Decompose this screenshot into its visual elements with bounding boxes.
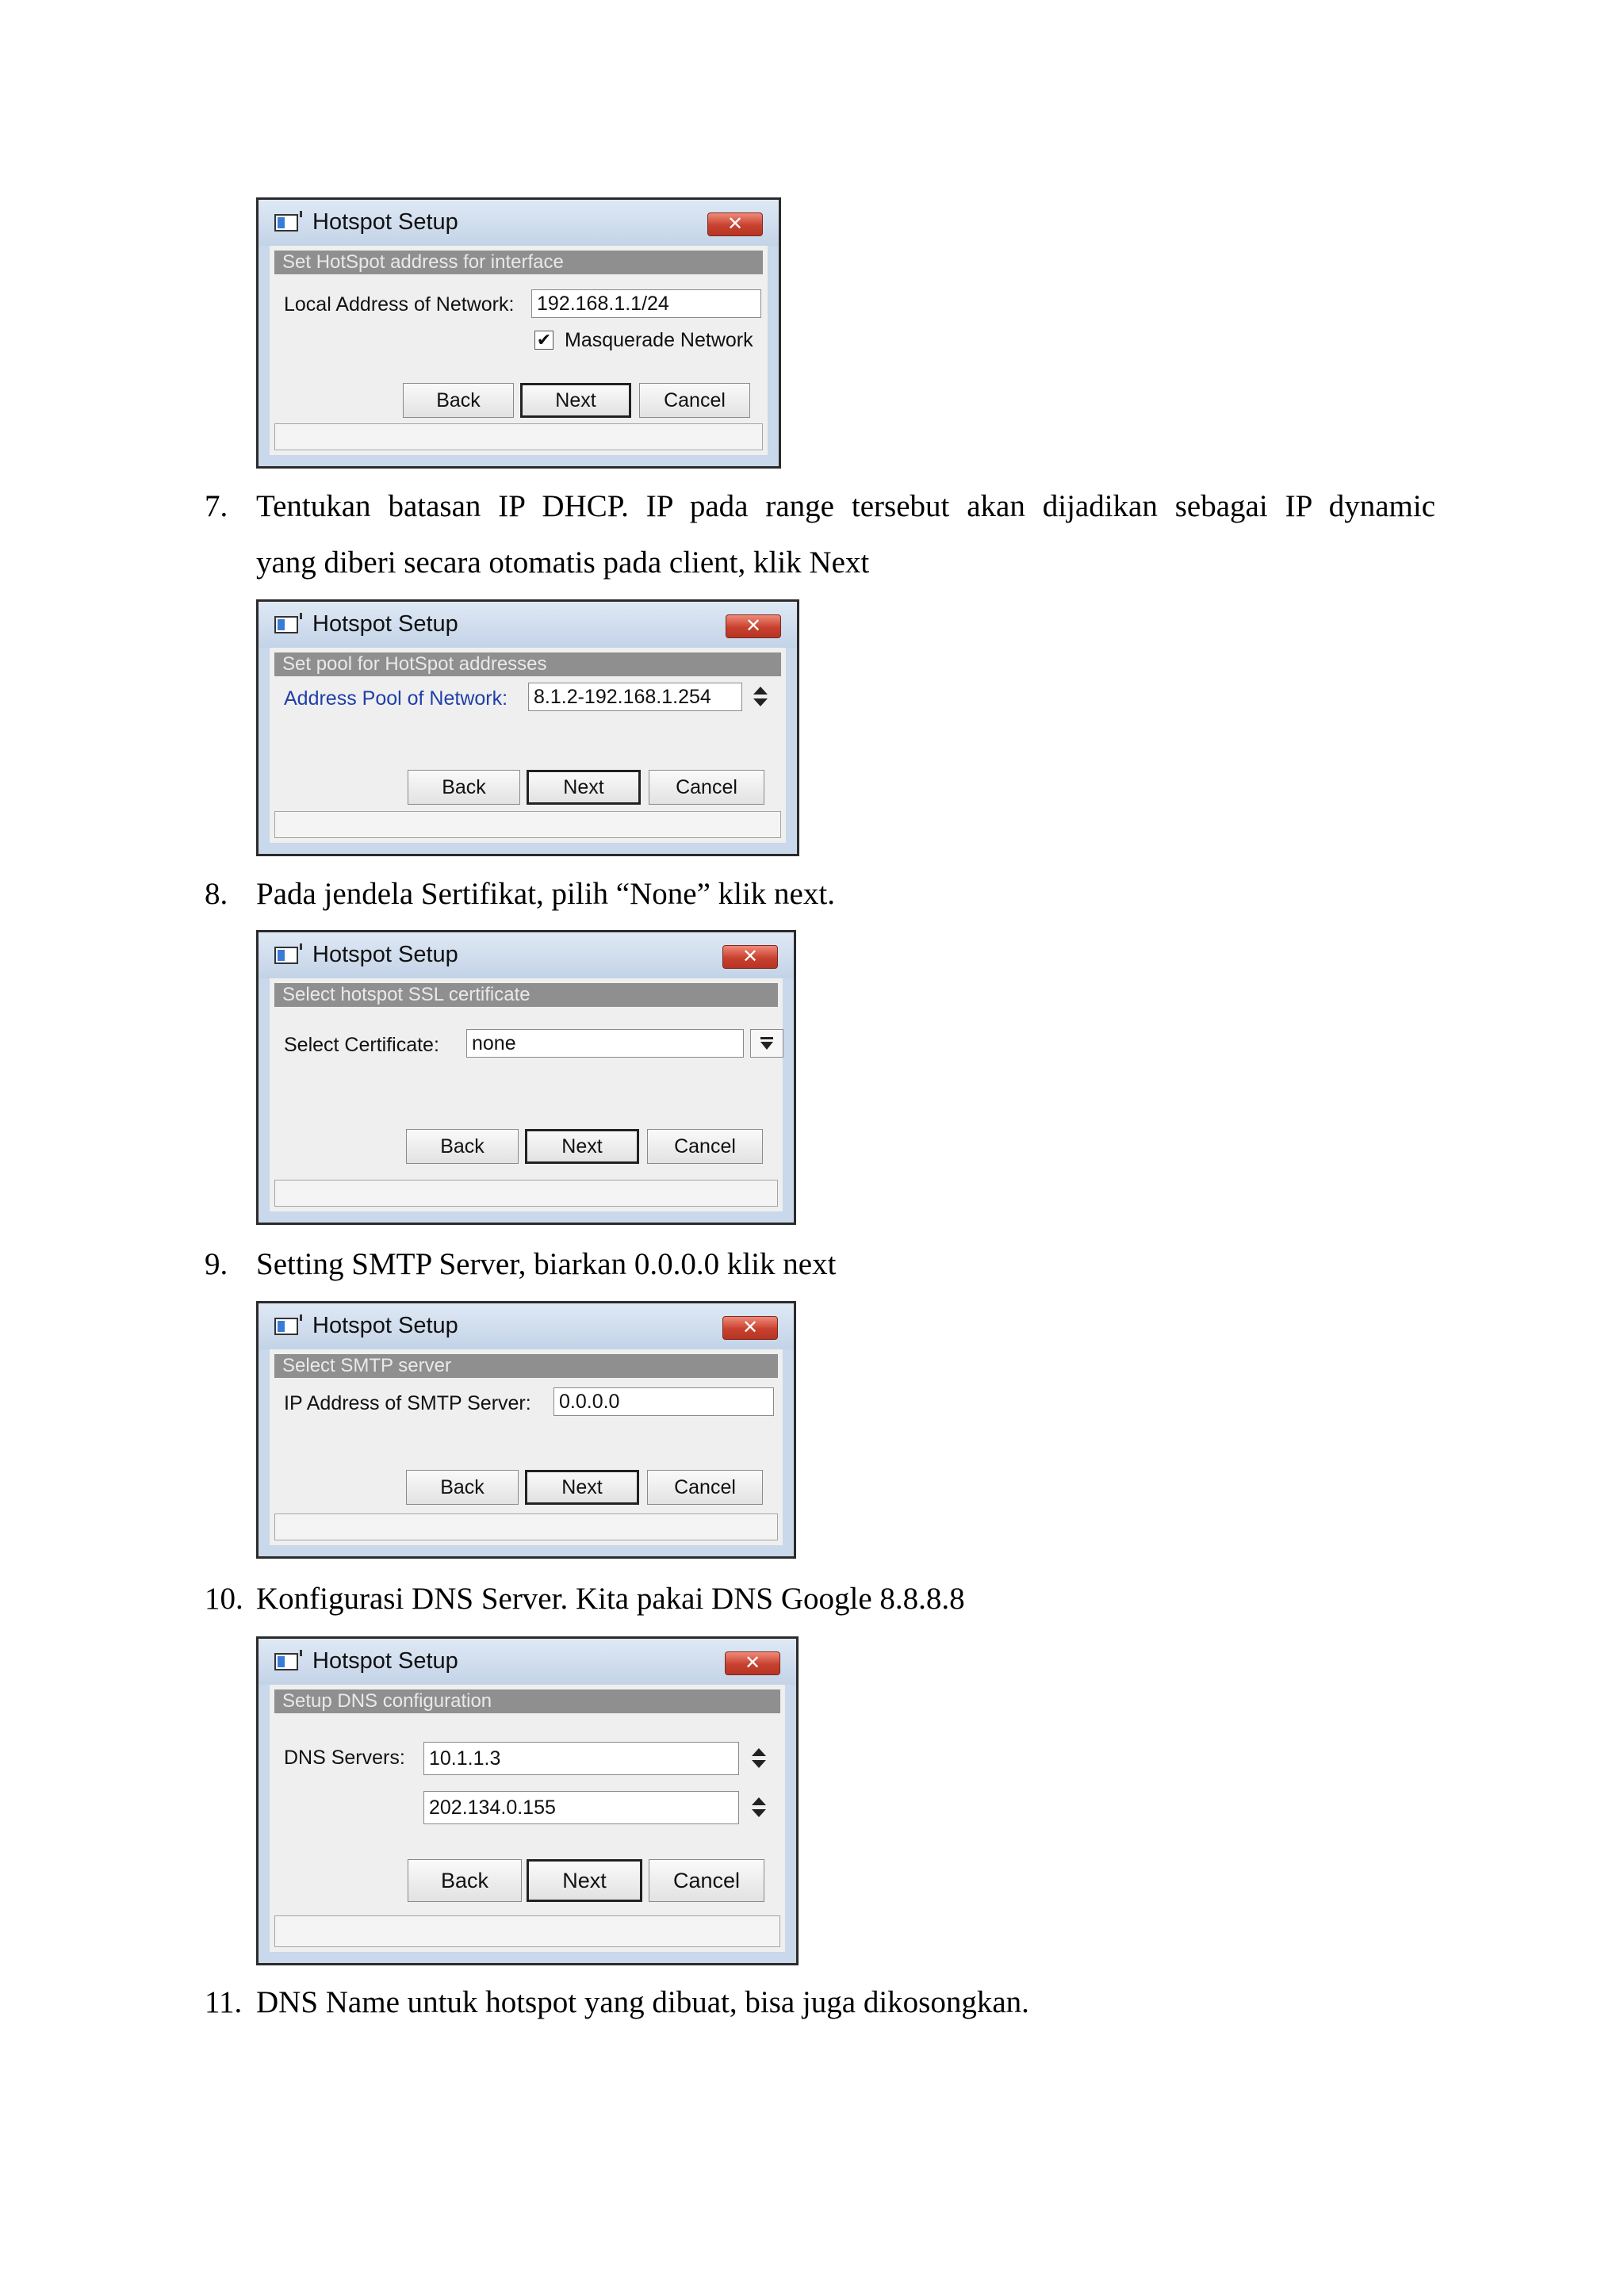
dns-server-1-input[interactable]: 10.1.1.3 [423, 1742, 739, 1775]
window-title: Hotspot Setup [312, 1313, 458, 1338]
hotspot-setup-dialog-smtp [256, 1301, 796, 1559]
step-10-text: Konfigurasi DNS Server. Kita pakai DNS Google 8.8.8.8 [256, 1582, 965, 1616]
step-7-number: 7. [205, 489, 228, 523]
step-9-number: 9. [205, 1247, 228, 1281]
hotspot-setup-dialog-dns [256, 1636, 799, 1965]
dns-servers-label: DNS Servers: [284, 1747, 405, 1769]
next-button[interactable]: Next [527, 770, 641, 805]
dns-server-2-spinner-icon[interactable] [749, 1793, 769, 1822]
window-title: Hotspot Setup [312, 942, 458, 967]
close-button[interactable]: ✕ [726, 614, 781, 638]
hotspot-setup-dialog-certificate [256, 930, 796, 1225]
back-button[interactable]: Back [408, 1859, 522, 1902]
title-bar [259, 200, 779, 246]
section-banner: Set HotSpot address for interface [274, 251, 763, 274]
window-app-icon [274, 1318, 298, 1335]
close-button[interactable]: ✕ [707, 212, 763, 236]
status-bar [274, 423, 763, 450]
cancel-button[interactable]: Cancel [649, 770, 764, 805]
dialog-body [270, 246, 768, 455]
select-certificate-dropdown[interactable]: none [466, 1029, 744, 1058]
step-11-number: 11. [205, 1985, 243, 2019]
window-app-icon [274, 214, 298, 232]
dropdown-arrow-icon[interactable] [750, 1029, 783, 1058]
local-address-label: Local Address of Network: [284, 293, 515, 316]
window-app-icon [274, 1653, 298, 1670]
dns-server-2-input[interactable]: 202.134.0.155 [423, 1791, 739, 1824]
hotspot-setup-dialog-pool [256, 599, 799, 856]
title-bar [259, 1639, 796, 1685]
step-7-text-line-1: Tentukan batasan IP DHCP. IP pada range tersebut akan dijadikan sebagai IP dynamic [256, 489, 1435, 523]
step-7-text-line-2: yang diberi secara otomatis pada client, klik Next [256, 545, 870, 580]
masquerade-checkbox[interactable]: ✔ [534, 331, 553, 350]
address-pool-label: Address Pool of Network: [284, 687, 508, 710]
status-bar [274, 811, 781, 838]
cancel-button[interactable]: Cancel [639, 383, 750, 418]
back-button[interactable]: Back [403, 383, 514, 418]
address-pool-spinner-icon[interactable] [750, 683, 771, 711]
title-bar [259, 1303, 794, 1349]
cancel-button[interactable]: Cancel [647, 1470, 763, 1505]
address-pool-input[interactable]: 8.1.2-192.168.1.254 [528, 683, 742, 711]
window-title: Hotspot Setup [312, 209, 458, 235]
next-button[interactable]: Next [520, 383, 631, 418]
next-button[interactable]: Next [525, 1129, 639, 1164]
close-button[interactable]: ✕ [725, 1651, 780, 1675]
local-address-input[interactable]: 192.168.1.1/24 [531, 289, 761, 318]
section-banner: Select SMTP server [274, 1354, 778, 1378]
status-bar [274, 1513, 778, 1540]
window-app-icon [274, 616, 298, 633]
next-button[interactable]: Next [527, 1859, 642, 1902]
smtp-server-input[interactable]: 0.0.0.0 [553, 1387, 774, 1416]
dialog-body [270, 648, 786, 843]
title-bar [259, 602, 797, 648]
status-bar [274, 1915, 780, 1947]
window-title: Hotspot Setup [312, 1648, 458, 1674]
title-bar [259, 932, 794, 978]
back-button[interactable]: Back [406, 1470, 519, 1505]
close-button[interactable]: ✕ [722, 945, 778, 969]
back-button[interactable]: Back [408, 770, 520, 805]
back-button[interactable]: Back [406, 1129, 519, 1164]
dns-server-1-spinner-icon[interactable] [749, 1744, 769, 1773]
hotspot-setup-dialog-interface [256, 197, 781, 469]
step-11-text: DNS Name untuk hotspot yang dibuat, bisa juga dikosongkan. [256, 1985, 1029, 2019]
step-9-text: Setting SMTP Server, biarkan 0.0.0.0 klik next [256, 1247, 837, 1281]
close-button[interactable]: ✕ [722, 1316, 778, 1340]
step-8-text: Pada jendela Sertifikat, pilih “None” klik next. [256, 877, 835, 911]
dialog-body [270, 978, 783, 1211]
next-button[interactable]: Next [525, 1470, 639, 1505]
section-banner: Setup DNS configuration [274, 1689, 780, 1713]
cancel-button[interactable]: Cancel [649, 1859, 764, 1902]
masquerade-label: Masquerade Network [565, 329, 753, 351]
section-banner: Select hotspot SSL certificate [274, 983, 778, 1007]
select-certificate-label: Select Certificate: [284, 1034, 439, 1056]
cancel-button[interactable]: Cancel [647, 1129, 763, 1164]
dialog-body [270, 1685, 785, 1952]
window-title: Hotspot Setup [312, 611, 458, 637]
step-8-number: 8. [205, 877, 228, 911]
window-app-icon [274, 947, 298, 964]
smtp-server-label: IP Address of SMTP Server: [284, 1392, 531, 1414]
status-bar [274, 1180, 778, 1207]
section-banner: Set pool for HotSpot addresses [274, 652, 781, 676]
dialog-body [270, 1349, 783, 1545]
step-10-number: 10. [205, 1582, 243, 1616]
